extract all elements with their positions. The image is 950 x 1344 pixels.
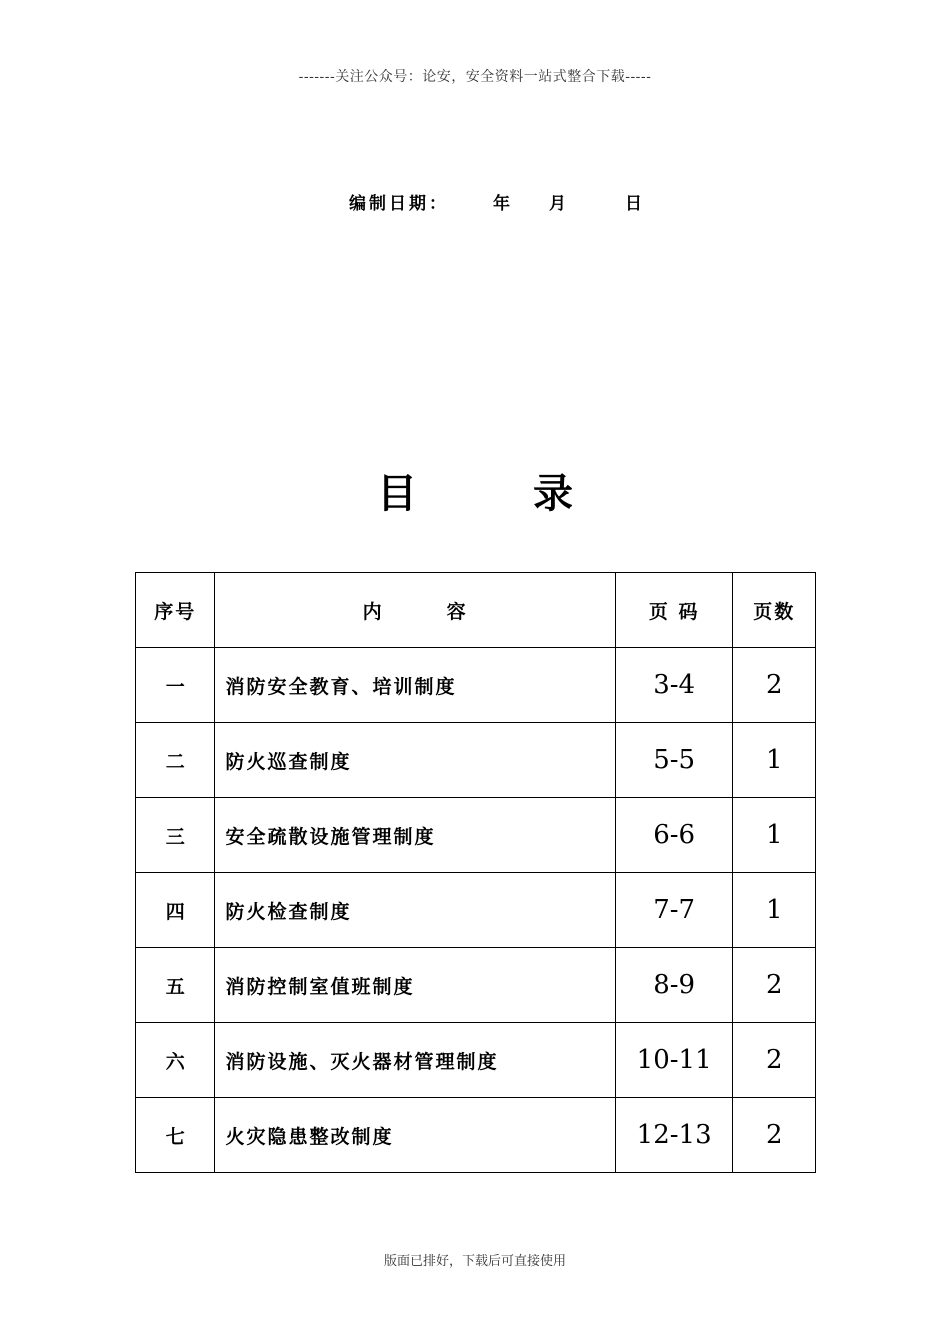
row-pages: 12-13 <box>615 1098 733 1173</box>
row-no: 一 <box>136 648 215 723</box>
row-count: 2 <box>733 1098 816 1173</box>
toc-title-char-1: 目 <box>377 471 417 517</box>
table-row <box>136 873 816 948</box>
row-content: 火灾隐患整改制度 <box>215 1098 615 1173</box>
row-pages: 6-6 <box>615 798 733 873</box>
compile-date-label: 编制日期： <box>349 194 449 214</box>
row-pages: 3-4 <box>615 648 733 723</box>
table-row <box>136 948 816 1023</box>
header-no: 序号 <box>136 573 215 648</box>
row-content: 防火检查制度 <box>215 873 615 948</box>
row-pages: 8-9 <box>615 948 733 1023</box>
row-count: 1 <box>733 873 816 948</box>
compile-date-day: 日 <box>625 194 645 214</box>
compile-date-year: 年 <box>493 194 513 214</box>
row-content: 消防安全教育、培训制度 <box>215 648 615 723</box>
row-no: 五 <box>136 948 215 1023</box>
toc-title <box>0 462 950 519</box>
row-count: 2 <box>733 648 816 723</box>
row-no: 四 <box>136 873 215 948</box>
header-pages: 页 码 <box>615 573 733 648</box>
compile-date-line <box>349 189 645 214</box>
row-content: 消防控制室值班制度 <box>215 948 615 1023</box>
table-row <box>136 798 816 873</box>
compile-date-month: 月 <box>549 194 569 214</box>
row-count: 1 <box>733 798 816 873</box>
row-pages: 10-11 <box>615 1023 733 1098</box>
header-content: 内 容 <box>215 573 615 648</box>
row-count: 2 <box>733 1023 816 1098</box>
row-content: 消防设施、灭火器材管理制度 <box>215 1023 615 1098</box>
header-count: 页数 <box>733 573 816 648</box>
row-no: 三 <box>136 798 215 873</box>
row-pages: 5-5 <box>615 723 733 798</box>
row-content: 防火巡查制度 <box>215 723 615 798</box>
table-row <box>136 723 816 798</box>
row-count: 2 <box>733 948 816 1023</box>
toc-header-row <box>136 573 816 648</box>
footer-note: 版面已排好，下载后可直接使用 <box>383 1254 566 1269</box>
toc-title-char-2: 录 <box>533 471 573 517</box>
row-no: 二 <box>136 723 215 798</box>
row-pages: 7-7 <box>615 873 733 948</box>
table-row <box>136 1098 816 1173</box>
toc-table <box>135 572 816 1173</box>
row-no: 六 <box>136 1023 215 1098</box>
table-row <box>136 648 816 723</box>
table-row <box>136 1023 816 1098</box>
row-no: 七 <box>136 1098 215 1173</box>
row-content: 安全疏散设施管理制度 <box>215 798 615 873</box>
row-count: 1 <box>733 723 816 798</box>
header-note: -------关注公众号：论安，安全资料一站式整合下载----- <box>298 69 652 85</box>
